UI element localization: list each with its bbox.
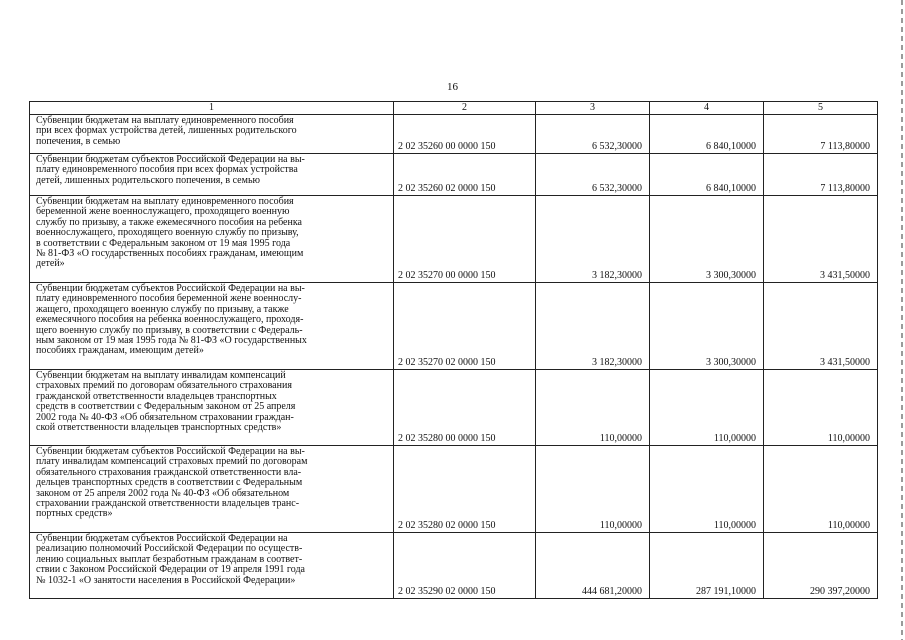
table-row [30, 154, 878, 196]
budget-table [29, 101, 878, 599]
row-description [30, 370, 394, 446]
description-line: службу по призыву, а также ежемесячного пособия на ребенка [36, 216, 302, 228]
description-line: плату единовременного пособия при всех формах устройства [36, 164, 298, 176]
description-line: попечения, в семью [36, 135, 121, 147]
description-line: законом от 25 апреля 2002 года № 40-ФЗ «Об обязательном [36, 487, 290, 499]
description-line: щего военную службу по призыву, в соответствии с Федераль- [36, 324, 303, 336]
description-line: обязательного страхования гражданской ответственности вла- [36, 466, 302, 478]
description-line: 2002 года № 40-ФЗ «Об обязательном страховании граждан- [36, 411, 294, 423]
description-line: реализацию полномочий Российской Федерации по осуществ- [36, 543, 303, 555]
description-line: № 1032-1 «О занятости населения в Российской Федерации» [36, 574, 296, 586]
value-2021: 7 113,80000 [764, 154, 878, 196]
description-line: Субвенции бюджетам субъектов Российской Федерации на вы- [36, 154, 305, 165]
column-header-3: 3 [536, 102, 650, 115]
description-line: плату единовременного пособия беременной жене военнослу- [36, 293, 302, 305]
column-header-4: 4 [650, 102, 764, 115]
table-row [30, 370, 878, 446]
column-header-2: 2 [394, 102, 536, 115]
budget-code: 2 02 35270 02 0000 150 [394, 283, 536, 370]
row-description [30, 446, 394, 533]
table-row [30, 533, 878, 599]
value-2019: 444 681,20000 [536, 533, 650, 599]
description-line: Субвенции бюджетам субъектов Российской Федерации на вы- [36, 446, 305, 457]
table-row [30, 115, 878, 154]
description-line: № 81-ФЗ «О государственных пособиях гражданам, имеющим [36, 248, 304, 260]
row-description [30, 283, 394, 370]
description-line: при всех формах устройства детей, лишенных родительского [36, 125, 297, 137]
budget-code: 2 02 35280 02 0000 150 [394, 446, 536, 533]
description-line: Субвенции бюджетам на выплату единовременного пособия [36, 196, 294, 207]
budget-code: 2 02 35290 02 0000 150 [394, 533, 536, 599]
description-line: беременной жене военнослужащего, проходящего военную [36, 206, 290, 218]
value-2020: 3 300,30000 [650, 283, 764, 370]
table-row [30, 196, 878, 283]
value-2020: 110,00000 [650, 446, 764, 533]
description-line: Субвенции бюджетам на выплату инвалидам компенсаций [36, 370, 286, 381]
description-line: жащего, проходящего военную службу по призыву, а также [36, 303, 289, 315]
table-row [30, 283, 878, 370]
description-line: страховых премий по договорам обязательного страхования [36, 380, 292, 392]
description-line: Субвенции бюджетам субъектов Российской Федерации на вы- [36, 283, 305, 294]
value-2020: 6 840,10000 [650, 115, 764, 154]
description-line: плату инвалидам компенсаций страховых премий по договорам [36, 456, 308, 468]
value-2019: 110,00000 [536, 446, 650, 533]
row-description [30, 154, 394, 196]
description-line: дельцев транспортных средств в соответствии с Федеральным [36, 477, 303, 489]
value-2021: 3 431,50000 [764, 283, 878, 370]
value-2020: 6 840,10000 [650, 154, 764, 196]
description-line: ежемесячного пособия на ребенка военнослужащего, проходя- [36, 314, 304, 326]
page-number: 16 [447, 81, 458, 93]
value-2021: 110,00000 [764, 370, 878, 446]
budget-code: 2 02 35260 02 0000 150 [394, 154, 536, 196]
table-body [30, 115, 878, 599]
value-2019: 110,00000 [536, 370, 650, 446]
value-2019: 6 532,30000 [536, 115, 650, 154]
row-description [30, 196, 394, 283]
value-2020: 3 300,30000 [650, 196, 764, 283]
table-header [30, 102, 878, 115]
header-row [30, 102, 878, 115]
column-header-1: 1 [30, 102, 394, 115]
budget-code: 2 02 35260 00 0000 150 [394, 115, 536, 154]
description-line: детей» [36, 258, 65, 270]
description-line: пособиях гражданам, имеющим детей» [36, 345, 204, 357]
description-line: в соответствии с Федеральным законом от 19 мая 1995 года [36, 237, 291, 249]
description-line: средств в соответствии с Федеральным законом от 25 апреля [36, 401, 296, 413]
description-line: портных средств» [36, 508, 113, 520]
value-2020: 110,00000 [650, 370, 764, 446]
row-description [30, 533, 394, 599]
value-2021: 110,00000 [764, 446, 878, 533]
value-2019: 3 182,30000 [536, 283, 650, 370]
description-line: страховании гражданской ответственности владельцев транс- [36, 498, 300, 510]
value-2019: 6 532,30000 [536, 154, 650, 196]
description-line: Субвенции бюджетам на выплату единовременного пособия [36, 115, 294, 126]
value-2021: 290 397,20000 [764, 533, 878, 599]
description-line: Субвенции бюджетам субъектов Российской Федерации на [36, 533, 288, 544]
description-line: ской ответственности владельцев транспортных средств» [36, 422, 282, 434]
description-line: военнослужащего, проходящего военную службу по призыву, [36, 227, 299, 239]
description-line: лению социальных выплат безработным гражданам в соответ- [36, 553, 303, 565]
budget-code: 2 02 35280 00 0000 150 [394, 370, 536, 446]
description-line: ствии с Законом Российской Федерации от 19 апреля 1991 года [36, 564, 305, 576]
budget-code: 2 02 35270 00 0000 150 [394, 196, 536, 283]
table-row [30, 446, 878, 533]
scan-edge-mark [901, 0, 903, 640]
column-header-5: 5 [764, 102, 878, 115]
value-2021: 7 113,80000 [764, 115, 878, 154]
description-line: ным законом от 19 мая 1995 года № 81-ФЗ «О государственных [36, 335, 307, 347]
row-description [30, 115, 394, 154]
value-2020: 287 191,10000 [650, 533, 764, 599]
description-line: детей, лишенных родительского попечения, в семью [36, 174, 260, 186]
value-2021: 3 431,50000 [764, 196, 878, 283]
description-line: гражданской ответственности владельцев транспортных [36, 390, 277, 402]
value-2019: 3 182,30000 [536, 196, 650, 283]
